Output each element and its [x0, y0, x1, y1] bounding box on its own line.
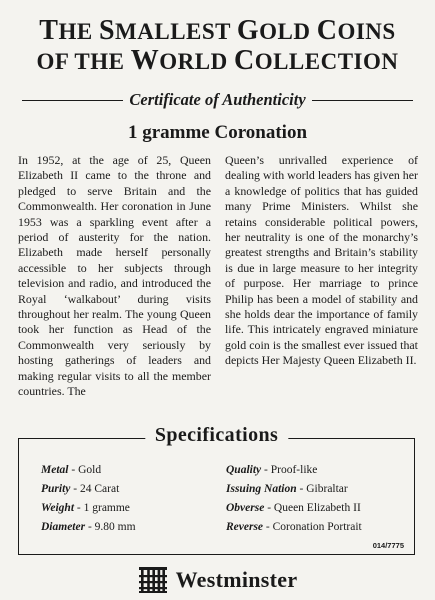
- spec-row-metal: Metal - Gold: [41, 464, 102, 476]
- brand-footer: [0, 566, 435, 594]
- portcullis-icon: [138, 567, 168, 593]
- serial-number: 014/7775: [372, 541, 404, 550]
- spec-key: Diameter: [41, 521, 86, 533]
- brand-name: Westminster: [175, 567, 298, 592]
- spec-row-purity: Purity - 24 Carat: [41, 483, 120, 495]
- spec-row-quality: Quality - Proof-like: [226, 464, 318, 476]
- spec-value: 1 gramme: [83, 502, 130, 514]
- spec-key: Weight: [41, 502, 75, 514]
- left-rule: [22, 100, 123, 101]
- spec-row-reverse: Reverse - Coronation Portrait: [226, 521, 362, 533]
- title-line-1: THE SMALLEST GOLD COINS: [39, 15, 396, 46]
- spec-value: Queen Elizabeth II: [273, 502, 361, 514]
- coin-subtitle: 1 gramme Coronation: [127, 122, 308, 143]
- text-column-1: In 1952, at the age of 25, Queen Elizabeth II came to the throne and pledged to serve Britain and the Commonwealth. Her coronation in June 1953 was a sparkling event after a period of austerity for the nation. Elizabeth made herself personally accessible to her subjects through television and radio, and introduced the Royal ‘walkabout’ during visits throughout her realm. The young Queen took her function as Head of the Commonwealth very seriously by hosting gatherings of leaders and making regular visits to all the member countries. The: [18, 153, 211, 399]
- spec-value: Gold: [78, 464, 102, 476]
- spec-row-weight: Weight - 1 gramme: [41, 502, 130, 514]
- spec-value: Proof-like: [270, 464, 318, 476]
- specifications-box: [18, 424, 415, 555]
- spec-key: Issuing Nation: [226, 483, 297, 495]
- specifications-title: Specifications: [145, 424, 288, 447]
- spec-key: Metal: [41, 464, 69, 476]
- certificate-heading: [22, 90, 413, 110]
- spec-row-diameter: Diameter - 9.80 mm: [41, 521, 136, 533]
- spec-value: Coronation Portrait: [272, 521, 362, 533]
- text-column-2: Queen’s unrivalled experience of dealing with world leaders has given her a knowledge of politics that has guided many Prime Ministers. Whilst she retains considerable political powers, her neutrality is one of the monarchy’s greatest strengths and Britain’s stability is due in large measure to her integrity of purpose. Her marriage to prince Philip has been a model of stability and she holds dear the importance of family life. This intricately engraved miniature gold coin is the smallest ever issued that depicts Her Majesty Queen Elizabeth II.: [225, 153, 418, 368]
- spec-right-column: [226, 461, 411, 537]
- spec-left-column: [41, 461, 211, 537]
- certificate-label: Certificate of Authenticity: [129, 90, 306, 109]
- spec-value: 9.80 mm: [94, 521, 136, 533]
- spec-key: Reverse: [226, 521, 264, 533]
- title-line-2: OF THE WORLD COLLECTION: [36, 45, 399, 76]
- spec-key: Obverse: [226, 502, 265, 514]
- spec-key: Purity: [41, 483, 71, 495]
- spec-key: Quality: [226, 464, 262, 476]
- spec-row-obverse: Obverse - Queen Elizabeth II: [226, 502, 361, 514]
- spec-value: Gibraltar: [306, 483, 348, 495]
- spec-value: 24 Carat: [79, 483, 120, 495]
- right-rule: [312, 100, 413, 101]
- spec-row-issuing-nation: Issuing Nation - Gibraltar: [226, 483, 348, 495]
- description-text: [18, 153, 418, 416]
- page-title: [0, 16, 435, 76]
